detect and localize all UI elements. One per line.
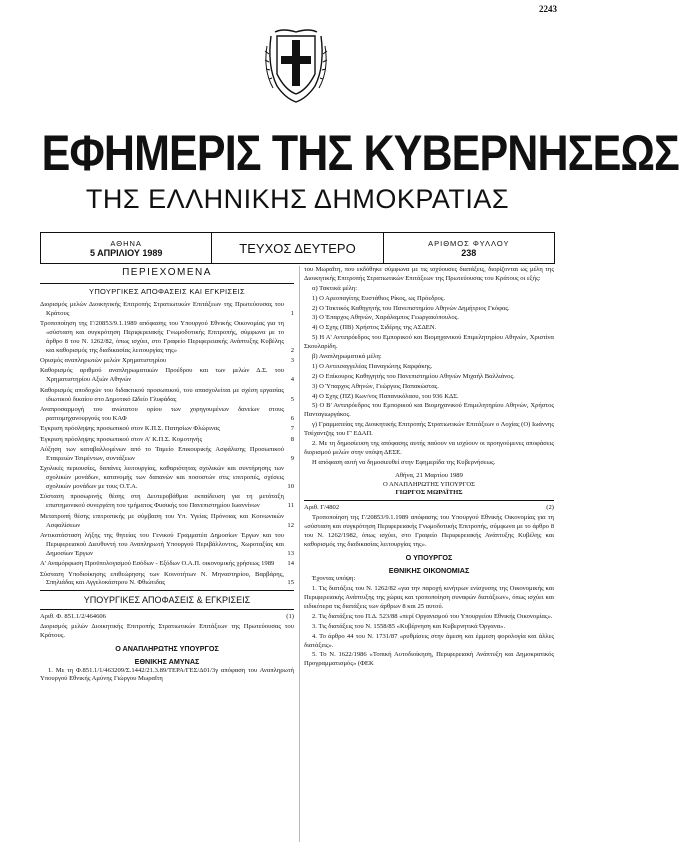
alternate-member: 1) Ο Αντεισαγγελέας Παναγιώτης Καρφάκης. — [312, 362, 433, 370]
toc-item — [40, 446, 294, 464]
toc-item-text: Σύσταση προσωρινής θέσης στη Δευτεροβάθμια εκπαίδευση για τη μετάταξη επιστημονικού συνεργάτη του τμήματος Φυσικής του Πανεπιστημίου Ιωαννίνων — [40, 493, 284, 510]
toc-item-text: Τροποποίηση της Γ/20853/9.1.1989 απόφασης του Υπουργού Εθνικής Οικονομίας για τη «σύσταση και συγκρότηση Περιφερειακής Γνωμοδοτικής Επιτροπής, σύμφωνα με το άρθρο 8 του Ν. 1262/82, όπως ισχύει, στο Γραφείο Περιφερειακής Ανάπτυξης Κυβέλης και καθορισμός της διαδικασίας λειτουργίας της» — [40, 319, 284, 354]
issue-series-cell — [212, 233, 383, 263]
regular-member: 2) Ο Τακτικός Καθηγητής του Πανεπιστημίου Αθηνών Δημήτριος Γκόφας. — [312, 304, 510, 312]
toc-item-page: 1 — [290, 309, 294, 317]
masthead-subtitle: ΤΗΣ ΕΛΛΗΝΙΚΗΣ ΔΗΜΟΚΡΑΤΙΑΣ — [85, 184, 510, 214]
toc-item-text: Έγκριση πρόσληψης προσωπικού στον Κ.Π.Σ. Πατησίων Φλώρινας — [40, 425, 220, 433]
sheet-label: ΑΡΙΘΜΟΣ ΦΥΛΛΟΥ — [428, 238, 510, 248]
toc-item-page: 10 — [287, 483, 294, 491]
considering-point: 5. Το Ν. 1622/1986 «Τοπική Αυτοδιοίκηση, Περιφερειακή Ανάπτυξη και Δημοκρατικός Προγραμματισμός» (ΦΕΚ — [304, 651, 554, 668]
greek-coat-of-arms-icon — [263, 26, 329, 106]
considering-point: 4. Το άρθρο 44 του Ν. 1731/87 «ρυθμίσεις στην άμεση και έμμεση φορολογία και άλλες διατάξεις». — [304, 632, 554, 649]
decision-2-authority-2: ΕΘΝΙΚΗΣ ΟΙΚΟΝΟΜΙΑΣ — [388, 565, 470, 575]
decision-2-rule — [304, 500, 554, 501]
publish-order: Η απόφαση αυτή να δημοσιευθεί στην Εφημερίδα της Κυβερνήσεως. — [312, 458, 496, 466]
masthead-title: ΕΦΗΜΕΡΙΣ ΤΗΣ ΚΥΒΕΡΝΗΣΕΩΣ — [41, 125, 679, 181]
toc-item — [40, 436, 294, 445]
toc-item-text: Καθορισμός αριθμού αναπληρωματικών Προέδρου και των μελών Δ.Σ. του Χρηματιστηρίου Αξιών Αθηνών — [40, 367, 284, 384]
toc-item-page: 2 — [290, 346, 294, 354]
decision-1-summary: Διορισμός μελών Διοικητικής Επιτροπής Στρατιωτικών Επιτάξεων της Πρωτεύουσας του Κράτους. — [40, 623, 294, 640]
regular-member: 5) Η Α' Αντιπρόεδρος του Εμπορικού και Βιομηχανικού Επιμελητηρίου Αθηνών, Χριστίνα Σκουλαρίδη. — [304, 334, 554, 351]
toc-item — [40, 367, 294, 385]
toc-item — [40, 301, 294, 319]
issue-info-bar — [40, 232, 555, 264]
toc-item-text: Αντικατάσταση λήξης της θητείας του Γενικού Γραμματέα Δημοσίων Έργων και του Περιφερειακού Διευθυντή του Αναπληρωτή Υπουργού Περιβάλλοντος, Χωροταξίας και Δημοσίων Έργων — [40, 532, 284, 557]
toc-item-page: 15 — [287, 579, 294, 587]
sheet-number: 238 — [461, 247, 477, 258]
toc-item-text: Σύσταση Υποδιοίκησης επιθεώρησης των Κοινοτήτων Ν. Μηναστηρίου, Βαρβάρης, Σπηλιάδας και Αγγελοκάστρου Ν. Φθιώτιδας — [40, 570, 284, 587]
toc-item-page: 14 — [287, 560, 294, 568]
decision-2-authority-1: Ο ΥΠΟΥΡΓΟΣ — [405, 552, 453, 562]
issue-city: ΑΘΗΝΑ — [110, 238, 142, 248]
toc-item — [40, 387, 294, 405]
decision-1-body: 1. Με τη Φ.851.1/1/463209/Σ.1442/21.3.89/ΤΕΡΑ/ΓΕΣ/Δ01/3γ απόφαση του Αναπληρωτή Υπουργού Εθνικής Αμύνης Γιώργου Μωραΐτη — [40, 666, 294, 683]
toc-item-text: Μετατροπή θέσης επιτροπικής με σύμβαση του Υπ. Υγείας Πρόνοιας και Κοινωνικών Ασφαλίσεων — [40, 512, 284, 529]
toc-rule — [40, 283, 294, 284]
considering-label: Έχοντας υπόψη: — [312, 575, 356, 583]
issue-date: 5 ΑΠΡΙΛΙΟΥ 1989 — [89, 247, 163, 258]
toc-item-text: Αύξηση των καταβαλλομένων από το Ταμείο Επικουρικής Ασφάλισης Προσωπικού Εταιρειών Τσιμέντων, συντάξεων — [40, 445, 284, 462]
toc-item — [40, 532, 294, 559]
place-date: Αθήνα, 21 Μαρτίου 1989 — [395, 471, 463, 479]
toc-item-page: 7 — [290, 425, 294, 433]
toc-item-page: 8 — [290, 435, 294, 443]
toc-item — [40, 357, 294, 366]
decision-1-index: (1) — [286, 613, 294, 621]
toc-item — [40, 493, 294, 511]
toc-item-text: Ορισμός αναπληρωτών μελών Χρηματιστηρίου — [40, 356, 167, 364]
alternate-member: 3) Ο Ύπαρχος Αθηνών, Γεώργιος Παπακώστας. — [312, 382, 439, 390]
toc-item-page: 9 — [290, 454, 294, 462]
regular-members-list — [304, 295, 554, 352]
decision-1-header — [40, 613, 294, 622]
toc-item-page: 5 — [290, 395, 294, 403]
regular-member: 3) Ο Έπαρχος Αθηνών, Χαράλαμπος Γεωργακόπουλος. — [312, 314, 459, 322]
section-rule — [40, 590, 294, 591]
issue-series: ΤΕΥΧΟΣ ΔΕΥΤΕΡΟ — [239, 240, 356, 256]
page-number: 2243 — [539, 4, 557, 14]
column-divider — [299, 266, 300, 842]
regular-members-label: α) Τακτικά μέλη: — [312, 284, 358, 292]
alternate-members-list — [304, 363, 554, 420]
toc-item — [40, 465, 294, 492]
decision-2-summary: Τροποποίηση της Γ/20853/9.1.1989 απόφασης του Υπουργού Εθνικής Οικονομίας για τη «σύσταση και συγκρότηση Περιφερειακής Γνωμοδοτικής Επιτροπής, σύμφωνα με το άρθρο 8 του Ν. 1262/1982, όπως ισχύει, στο Γραφείο Περιφερειακής Ανάπτυξης Κυβέλης και καθορισμός της διαδικασίας λειτουργίας της». — [304, 514, 554, 548]
toc-item — [40, 571, 294, 589]
signer-name: ΓΙΩΡΓΟΣ ΜΩΡΑΪΤΗΣ — [395, 489, 463, 497]
alternate-member: 4) Ο Σχης (ΠΖ) Κων/νος Παπανικόλαου, του 936 ΚΔΣ. — [312, 392, 459, 400]
decision-2-index: (2) — [546, 504, 554, 512]
signer-title: Ο ΑΝΑΠΛΗΡΩΤΗΣ ΥΠΟΥΡΓΟΣ — [382, 480, 476, 488]
decision-1-number: Αριθ. Φ. 851.1/2/464606 — [40, 613, 106, 621]
toc-item-page: 4 — [290, 376, 294, 384]
toc-item-page: 12 — [287, 521, 294, 529]
right-column — [304, 266, 554, 670]
toc-item-page: 11 — [287, 502, 294, 510]
alternate-member: 5) Ο Β' Αντιπρόεδρος του Εμπορικού και Βιομηχανικού Επιμελητηρίου Αθηνών, Χρήστος Πανταγιωργάκος. — [304, 402, 554, 419]
toc-item-text: Διορισμός μελών Διοικητικής Επιτροπής Στρατιωτικών Επιτάξεων της Πρωτεύουσας του Κράτους — [40, 300, 284, 317]
section-rule-2 — [40, 609, 294, 610]
toc-item — [40, 320, 294, 356]
toc-item-text: Καθορισμός αποδοχών του διδακτικού προσωπικού, του απασχολείται με σχέση εργασίας ιδιωτικού δικαίου στο Δημοτικό Ωδείο Γλυφάδας — [40, 386, 284, 403]
regular-member: 1) Ο Αρεοπαγίτης Ευστάθιος Ρίκος, ως Πρόεδρος. — [312, 294, 446, 302]
toc-item-text: Σχολικές περιουσίες, δαπάνες λειτουργίας, καθαριότητας σχολικών και συντήρησης των σχολικών μονάδων, κατανομής των δαπανών και ποσοστών στις επιτροπές, σχέσεις σχολικών μονάδων με τους Ο.Τ.Α. — [40, 465, 284, 491]
toc-item — [40, 425, 294, 434]
considering-points — [304, 585, 554, 669]
toc-item-page: 13 — [287, 549, 294, 557]
decisions-section-heading: ΥΠΟΥΡΓΙΚΕΣ ΑΠΟΦΑΣΕΙΣ & ΕΓΚΡΙΣΕΙΣ — [83, 595, 251, 606]
decision-1-intro: του Μωραΐτη, που εκδόθηκε σύμφωνα με τις ισχύουσες διατάξεις, διορίζονται ως μέλη της Διοικητικής Επιτροπής Στρατιωτικών Επιτάξεων της Πρωτεύουσας του Κράτους οι εξής: — [304, 266, 554, 282]
toc-item — [40, 560, 294, 569]
alternate-members-label: β) Αναπληρωματικά μέλη: — [312, 353, 382, 361]
toc-list — [40, 301, 294, 589]
issue-date-cell — [41, 233, 212, 263]
issue-sheet-cell — [384, 233, 554, 263]
toc-item-text: Έγκριση πρόσληψης προσωπικού στον Α' Κ.Π.Σ. Κομοτηνής — [40, 435, 203, 443]
toc-item-text: Αναπροσαρμογή του ανώτατου ορίου των χορηγουμένων δανείων στους ραπτομηχανουργούς του ΚΑΦ — [40, 405, 284, 422]
considering-point: 1. Τις διατάξεις του Ν. 1262/82 «για την παροχή κινήτρων ενίσχυσης της Οικονομικής και Περιφερειακής Ανάπτυξης της χώρας και τροποποίηση συναφών διατάξεων», όπως ισχύει και ειδικότερα τις διατάξεις των άρθρων 8 και 25 αυτού. — [304, 585, 554, 610]
decision-2-number: Αριθ. Γ/4802 — [304, 504, 340, 512]
toc-item — [40, 406, 294, 424]
left-column — [40, 266, 294, 685]
regular-member: 4) Ο Σχης (ΠΒ) Χρήστος Σιδέρης της ΑΣΔΕΝ. — [312, 324, 437, 332]
decision-2-header — [304, 504, 554, 513]
secretary-paragraph: γ) Γραμματείας της Διοικητικής Επιτροπής Στρατιωτικών Επιτάξεων ο Λοχίας (Ο) Ιωάννης Τσέχαντζης του Γ' ΕΔΑΠ. — [304, 421, 554, 438]
toc-item-page: 6 — [290, 414, 294, 422]
toc-title: ΠΕΡΙΕΧΟΜΕΝΑ — [122, 267, 212, 278]
decision-1-authority-1: Ο ΑΝΑΠΛΗΡΩΤΗΣ ΥΠΟΥΡΓΟΣ — [115, 644, 219, 654]
toc-item-page: 3 — [290, 356, 294, 364]
toc-section-heading: ΥΠΟΥΡΓΙΚΕΣ ΑΠΟΦΑΣΕΙΣ ΚΑΙ ΕΓΚΡΙΣΕΙΣ — [89, 286, 245, 296]
toc-item-text: Α' Αναμόρφωση Προϋπολογισμού Εσόδων - Εξόδων Ο.Α.Π. οικονομικής χρήσεως 1989 — [40, 560, 275, 568]
considering-point: 3. Τις διατάξεις του Ν. 1558/85 «Κυβέρνηση και Κυβερνητικά Όργανα». — [312, 622, 506, 630]
toc-item — [40, 513, 294, 531]
repeal-paragraph: 2. Με τη δημοσίευση της απόφασης αυτής παύουν να ισχύουν οι προηγούμενες αποφάσεις διορισμού μελών στην υπόψη ΔΕΣΕ. — [304, 440, 554, 456]
alternate-member: 2) Ο Επίκουρος Καθηγητής του Πανεπιστημίου Αθηνών Μιχαήλ Βαλλιάνος. — [312, 372, 515, 380]
considering-point: 2. Τις διατάξεις του Π.Δ. 523/88 «περί Οργανισμού του Υπουργείου Εθνικής Οικονομίας». — [312, 612, 553, 620]
decision-1-authority-2: ΕΘΝΙΚΗΣ ΑΜΥΝΑΣ — [134, 656, 200, 666]
